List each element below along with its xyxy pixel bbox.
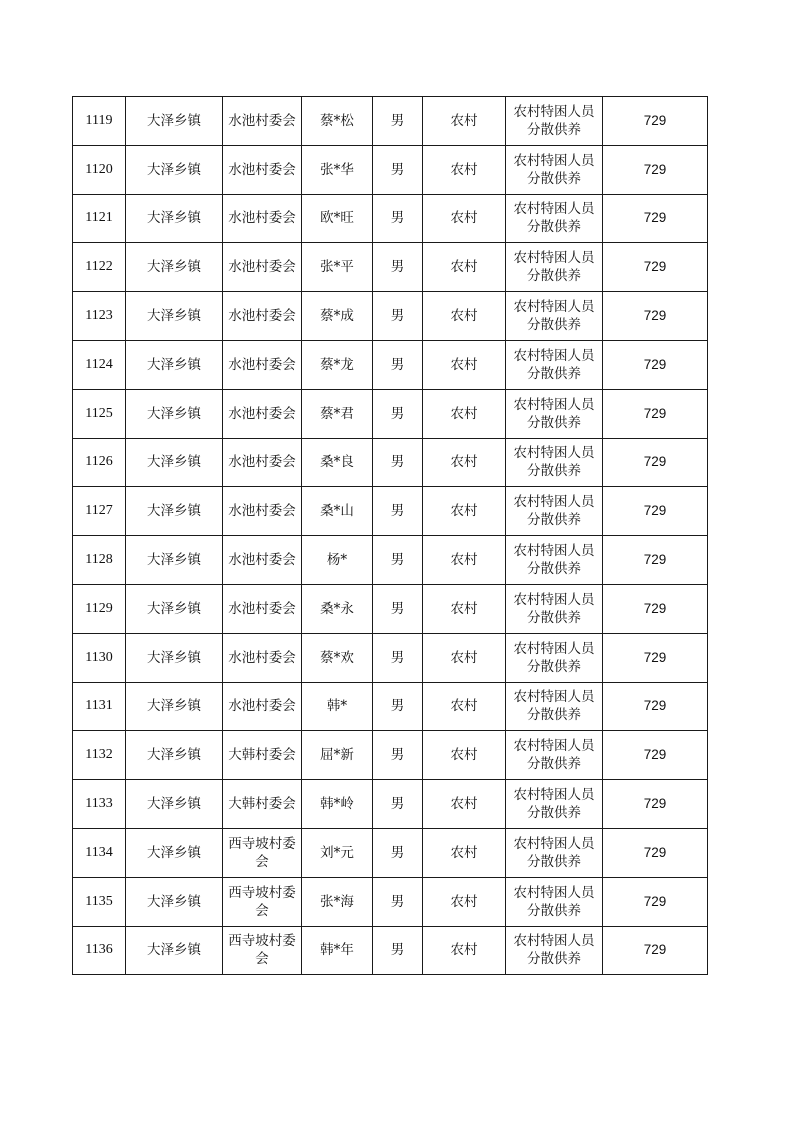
cell-person-name: 桑*山	[302, 487, 373, 536]
cell-village-committee: 水池村委会	[223, 243, 302, 292]
table-row	[73, 682, 708, 731]
cell-amount: 729	[603, 194, 708, 243]
cell-village-committee: 西寺坡村委会	[223, 877, 302, 926]
cell-amount: 729	[603, 438, 708, 487]
cell-amount: 729	[603, 536, 708, 585]
cell-gender: 男	[373, 682, 423, 731]
table-row	[73, 292, 708, 341]
cell-gender: 男	[373, 97, 423, 146]
cell-serial-number: 1130	[73, 633, 126, 682]
cell-gender: 男	[373, 292, 423, 341]
cell-gender: 男	[373, 536, 423, 585]
cell-serial-number: 1135	[73, 877, 126, 926]
cell-serial-number: 1129	[73, 584, 126, 633]
table-body	[73, 97, 708, 975]
cell-residence-type: 农村	[423, 340, 506, 389]
cell-township: 大泽乡镇	[126, 438, 223, 487]
cell-gender: 男	[373, 243, 423, 292]
cell-serial-number: 1124	[73, 340, 126, 389]
cell-gender: 男	[373, 731, 423, 780]
cell-residence-type: 农村	[423, 438, 506, 487]
cell-assistance-category: 农村特困人员分散供养	[506, 877, 603, 926]
cell-village-committee: 水池村委会	[223, 682, 302, 731]
table-row	[73, 633, 708, 682]
cell-residence-type: 农村	[423, 584, 506, 633]
cell-village-committee: 水池村委会	[223, 145, 302, 194]
cell-assistance-category: 农村特困人员分散供养	[506, 731, 603, 780]
cell-township: 大泽乡镇	[126, 682, 223, 731]
table-row	[73, 487, 708, 536]
cell-serial-number: 1134	[73, 828, 126, 877]
cell-township: 大泽乡镇	[126, 292, 223, 341]
cell-township: 大泽乡镇	[126, 633, 223, 682]
cell-serial-number: 1123	[73, 292, 126, 341]
cell-person-name: 张*海	[302, 877, 373, 926]
cell-assistance-category: 农村特困人员分散供养	[506, 633, 603, 682]
cell-person-name: 韩*岭	[302, 780, 373, 829]
cell-amount: 729	[603, 633, 708, 682]
cell-person-name: 杨*	[302, 536, 373, 585]
cell-person-name: 韩*年	[302, 926, 373, 975]
cell-amount: 729	[603, 97, 708, 146]
cell-assistance-category: 农村特困人员分散供养	[506, 536, 603, 585]
cell-assistance-category: 农村特困人员分散供养	[506, 340, 603, 389]
cell-gender: 男	[373, 633, 423, 682]
table-row	[73, 438, 708, 487]
cell-assistance-category: 农村特困人员分散供养	[506, 243, 603, 292]
cell-assistance-category: 农村特困人员分散供养	[506, 780, 603, 829]
cell-residence-type: 农村	[423, 828, 506, 877]
cell-township: 大泽乡镇	[126, 145, 223, 194]
cell-person-name: 韩*	[302, 682, 373, 731]
cell-person-name: 张*华	[302, 145, 373, 194]
assistance-table	[72, 96, 708, 975]
cell-person-name: 桑*永	[302, 584, 373, 633]
cell-assistance-category: 农村特困人员分散供养	[506, 584, 603, 633]
cell-gender: 男	[373, 926, 423, 975]
cell-amount: 729	[603, 340, 708, 389]
cell-village-committee: 水池村委会	[223, 97, 302, 146]
cell-township: 大泽乡镇	[126, 389, 223, 438]
cell-person-name: 蔡*欢	[302, 633, 373, 682]
table-row	[73, 145, 708, 194]
cell-serial-number: 1136	[73, 926, 126, 975]
cell-gender: 男	[373, 780, 423, 829]
cell-township: 大泽乡镇	[126, 731, 223, 780]
cell-amount: 729	[603, 828, 708, 877]
cell-gender: 男	[373, 194, 423, 243]
cell-township: 大泽乡镇	[126, 877, 223, 926]
table-row	[73, 731, 708, 780]
cell-amount: 729	[603, 926, 708, 975]
cell-residence-type: 农村	[423, 389, 506, 438]
cell-residence-type: 农村	[423, 292, 506, 341]
table-row	[73, 194, 708, 243]
cell-amount: 729	[603, 877, 708, 926]
cell-serial-number: 1128	[73, 536, 126, 585]
cell-residence-type: 农村	[423, 926, 506, 975]
cell-amount: 729	[603, 584, 708, 633]
table-row	[73, 780, 708, 829]
cell-serial-number: 1127	[73, 487, 126, 536]
cell-serial-number: 1121	[73, 194, 126, 243]
cell-residence-type: 农村	[423, 731, 506, 780]
cell-gender: 男	[373, 340, 423, 389]
cell-person-name: 蔡*君	[302, 389, 373, 438]
cell-residence-type: 农村	[423, 243, 506, 292]
cell-serial-number: 1125	[73, 389, 126, 438]
cell-township: 大泽乡镇	[126, 536, 223, 585]
cell-residence-type: 农村	[423, 682, 506, 731]
table-row	[73, 536, 708, 585]
table-row	[73, 828, 708, 877]
cell-serial-number: 1120	[73, 145, 126, 194]
cell-village-committee: 大韩村委会	[223, 731, 302, 780]
table-row	[73, 584, 708, 633]
table-row	[73, 926, 708, 975]
cell-residence-type: 农村	[423, 487, 506, 536]
cell-assistance-category: 农村特困人员分散供养	[506, 389, 603, 438]
cell-assistance-category: 农村特困人员分散供养	[506, 828, 603, 877]
cell-township: 大泽乡镇	[126, 584, 223, 633]
cell-township: 大泽乡镇	[126, 97, 223, 146]
cell-person-name: 蔡*成	[302, 292, 373, 341]
cell-gender: 男	[373, 584, 423, 633]
cell-amount: 729	[603, 682, 708, 731]
cell-village-committee: 水池村委会	[223, 438, 302, 487]
cell-gender: 男	[373, 438, 423, 487]
cell-amount: 729	[603, 145, 708, 194]
cell-village-committee: 水池村委会	[223, 536, 302, 585]
cell-village-committee: 大韩村委会	[223, 780, 302, 829]
cell-village-committee: 水池村委会	[223, 487, 302, 536]
cell-assistance-category: 农村特困人员分散供养	[506, 97, 603, 146]
cell-residence-type: 农村	[423, 536, 506, 585]
cell-serial-number: 1133	[73, 780, 126, 829]
table-row	[73, 97, 708, 146]
cell-village-committee: 西寺坡村委会	[223, 926, 302, 975]
cell-village-committee: 水池村委会	[223, 292, 302, 341]
cell-person-name: 蔡*龙	[302, 340, 373, 389]
cell-township: 大泽乡镇	[126, 926, 223, 975]
cell-village-committee: 西寺坡村委会	[223, 828, 302, 877]
cell-person-name: 欧*旺	[302, 194, 373, 243]
cell-serial-number: 1119	[73, 97, 126, 146]
cell-residence-type: 农村	[423, 194, 506, 243]
cell-serial-number: 1126	[73, 438, 126, 487]
cell-serial-number: 1122	[73, 243, 126, 292]
cell-township: 大泽乡镇	[126, 487, 223, 536]
cell-assistance-category: 农村特困人员分散供养	[506, 487, 603, 536]
cell-residence-type: 农村	[423, 633, 506, 682]
cell-gender: 男	[373, 487, 423, 536]
cell-township: 大泽乡镇	[126, 828, 223, 877]
cell-gender: 男	[373, 877, 423, 926]
cell-person-name: 蔡*松	[302, 97, 373, 146]
cell-gender: 男	[373, 145, 423, 194]
cell-person-name: 桑*良	[302, 438, 373, 487]
cell-assistance-category: 农村特困人员分散供养	[506, 438, 603, 487]
cell-village-committee: 水池村委会	[223, 389, 302, 438]
cell-assistance-category: 农村特困人员分散供养	[506, 682, 603, 731]
cell-person-name: 张*平	[302, 243, 373, 292]
table-row	[73, 243, 708, 292]
cell-serial-number: 1131	[73, 682, 126, 731]
cell-residence-type: 农村	[423, 97, 506, 146]
cell-township: 大泽乡镇	[126, 194, 223, 243]
cell-gender: 男	[373, 389, 423, 438]
cell-amount: 729	[603, 389, 708, 438]
cell-residence-type: 农村	[423, 780, 506, 829]
cell-assistance-category: 农村特困人员分散供养	[506, 926, 603, 975]
cell-assistance-category: 农村特困人员分散供养	[506, 194, 603, 243]
cell-gender: 男	[373, 828, 423, 877]
cell-village-committee: 水池村委会	[223, 584, 302, 633]
cell-serial-number: 1132	[73, 731, 126, 780]
cell-assistance-category: 农村特困人员分散供养	[506, 292, 603, 341]
table-row	[73, 389, 708, 438]
cell-village-committee: 水池村委会	[223, 194, 302, 243]
cell-assistance-category: 农村特困人员分散供养	[506, 145, 603, 194]
cell-residence-type: 农村	[423, 877, 506, 926]
cell-person-name: 屈*新	[302, 731, 373, 780]
cell-township: 大泽乡镇	[126, 340, 223, 389]
cell-person-name: 刘*元	[302, 828, 373, 877]
cell-amount: 729	[603, 487, 708, 536]
cell-township: 大泽乡镇	[126, 780, 223, 829]
cell-amount: 729	[603, 243, 708, 292]
cell-amount: 729	[603, 780, 708, 829]
cell-village-committee: 水池村委会	[223, 340, 302, 389]
cell-village-committee: 水池村委会	[223, 633, 302, 682]
cell-township: 大泽乡镇	[126, 243, 223, 292]
table-row	[73, 340, 708, 389]
cell-amount: 729	[603, 292, 708, 341]
cell-residence-type: 农村	[423, 145, 506, 194]
cell-amount: 729	[603, 731, 708, 780]
table-row	[73, 877, 708, 926]
